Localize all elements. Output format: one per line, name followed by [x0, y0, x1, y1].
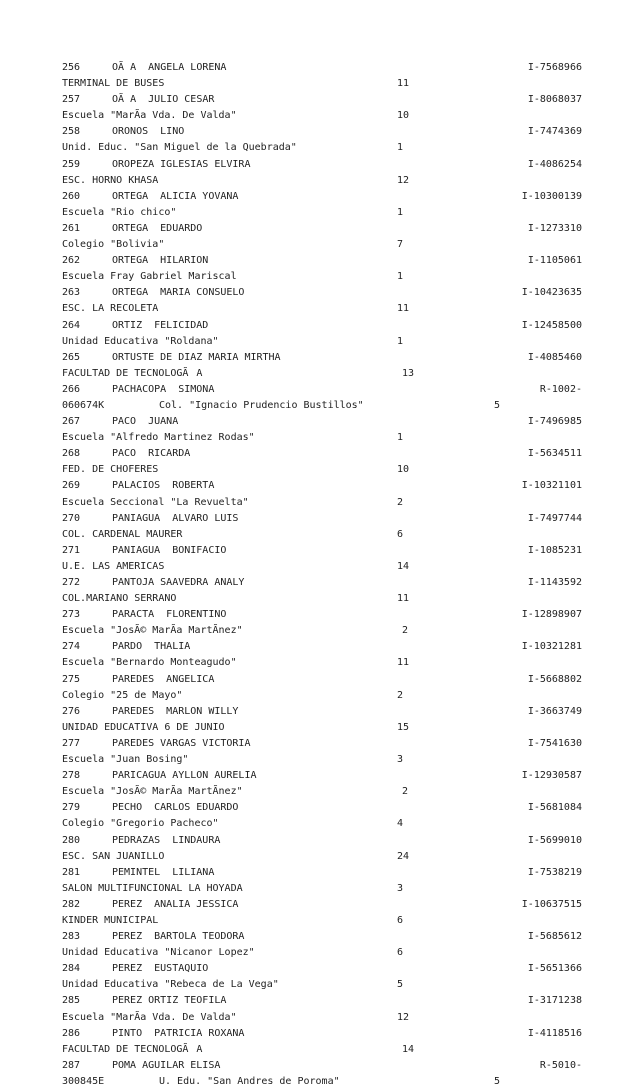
record-school: Escuela Fray Gabriel Mariscal: [62, 271, 237, 283]
record-school: ESC. SAN JUANILLO: [62, 850, 165, 862]
record-number: 275: [62, 673, 81, 685]
record-name: POMA AGUILAR ELISA: [112, 1059, 221, 1071]
record-count: 6: [397, 947, 404, 959]
record-detail-line: [62, 205, 582, 221]
record-name: ORTIZ FELICIDAD: [112, 319, 209, 331]
record-header-line: [62, 92, 582, 108]
record-number: 266: [62, 383, 81, 395]
record-school: Escuela Seccional "La Revuelta": [62, 496, 249, 508]
record-id: I-12898907: [521, 609, 582, 621]
record-detail-line: [62, 237, 582, 253]
record-name: OROPEZA IGLESIAS ELVIRA: [112, 158, 251, 170]
record-school: Colegio "Gregorio Pacheco": [62, 818, 219, 830]
record-header-line: [62, 768, 582, 784]
record-id: I-7568966: [527, 62, 582, 73]
record-number: 258: [62, 126, 81, 138]
record-detail-line: [62, 495, 582, 511]
record-count: 6: [397, 528, 404, 540]
record-detail-line: [62, 945, 582, 961]
record-header-line: [62, 60, 582, 76]
record-school: Escuela "Rio chico": [62, 206, 177, 218]
record-id: I-10300139: [521, 190, 582, 202]
record-school: Escuela "MarÃa Vda. De Valda": [62, 1011, 237, 1023]
record-detail-line: [62, 591, 582, 607]
record-header-line: [62, 253, 582, 269]
record-detail-line: [62, 977, 582, 993]
record-school: TERMINAL DE BUSES: [62, 78, 165, 90]
record-school: Escuela "Juan Bosing": [62, 754, 189, 766]
record-name: PEREZ BARTOLA TEODORA: [112, 931, 245, 943]
record-school: FACULTAD DE TECNOLOGÃA: [62, 367, 203, 379]
record-number: 260: [62, 190, 81, 202]
record-id: I-7497744: [527, 512, 582, 524]
record-detail-line: [62, 140, 582, 156]
record-list: [62, 60, 582, 1090]
record-school: ESC. LA RECOLETA: [62, 303, 159, 315]
record-id: I-5685612: [527, 931, 582, 943]
record-school: KINDER MUNICIPAL: [62, 914, 159, 926]
record-count: 5: [494, 399, 501, 411]
record-header-line: [62, 543, 582, 559]
record-header-line: [62, 672, 582, 688]
record-name: ORONOS LINO: [112, 126, 185, 138]
record-school: Col. "Ignacio Prudencio Bustillos": [159, 399, 364, 411]
record-name: OÃA JULIO CESAR: [112, 94, 215, 106]
record-id: I-10423635: [521, 287, 582, 299]
record-number: 259: [62, 158, 81, 170]
record-count: 11: [397, 657, 410, 669]
record-detail-line: [62, 623, 582, 639]
record-name: PARICAGUA AYLLON AURELIA: [112, 770, 257, 782]
record-count: 11: [397, 303, 410, 315]
record-count: 6: [397, 914, 404, 926]
record-detail-line: [62, 269, 582, 285]
record-number: 262: [62, 255, 81, 267]
record-number: 257: [62, 94, 81, 106]
record-school: Escuela "JosÃ© MarÃa MartÃnez": [62, 625, 243, 637]
record-id: I-7496985: [527, 416, 582, 428]
record-number: 264: [62, 319, 81, 331]
record-school: Unidad Educativa "Nicanor Lopez": [62, 947, 255, 959]
record-detail-line: [62, 1074, 582, 1090]
record-detail-line: [62, 559, 582, 575]
record-name: PANIAGUA BONIFACIO: [112, 544, 227, 556]
record-school: U.E. LAS AMERICAS: [62, 560, 165, 572]
record-school: Escuela "JosÃ© MarÃa MartÃnez": [62, 786, 243, 798]
record-id-continuation: 060674K: [62, 399, 105, 411]
record-number: 283: [62, 931, 81, 943]
record-header-line: [62, 929, 582, 945]
record-detail-line: [62, 76, 582, 92]
record-count: 12: [397, 1011, 410, 1023]
record-detail-line: [62, 430, 582, 446]
record-name: PINTO PATRICIA ROXANA: [112, 1027, 245, 1039]
record-school: Escuela "Bernardo Monteagudo": [62, 657, 237, 669]
record-header-line: [62, 897, 582, 913]
record-count: 11: [397, 593, 410, 605]
record-number: 287: [62, 1059, 81, 1071]
record-number: 281: [62, 866, 81, 878]
record-count: 13: [402, 367, 415, 379]
record-detail-line: [62, 720, 582, 736]
record-school: COL. CARDENAL MAURER: [62, 528, 183, 540]
record-school: Unidad Educativa "Rebeca de La Vega": [62, 979, 279, 991]
record-school: FED. DE CHOFERES: [62, 464, 159, 476]
record-header-line: [62, 382, 582, 398]
record-id: I-1085231: [527, 544, 582, 556]
record-detail-line: [62, 1010, 582, 1026]
record-count: 24: [397, 850, 410, 862]
record-id: I-3663749: [527, 705, 582, 717]
record-header-line: [62, 1058, 582, 1074]
record-count: 10: [397, 464, 410, 476]
record-header-line: [62, 124, 582, 140]
record-header-line: [62, 639, 582, 655]
record-number: 256: [62, 62, 81, 73]
record-name: PACO JUANA: [112, 416, 179, 428]
record-count: 12: [397, 174, 410, 186]
record-name: PECHO CARLOS EDUARDO: [112, 802, 239, 814]
record-name: OÃA ANGELA LORENA: [112, 62, 227, 73]
record-id: I-4085460: [527, 351, 582, 363]
record-detail-line: [62, 366, 582, 382]
record-number: 263: [62, 287, 81, 299]
record-detail-line: [62, 784, 582, 800]
record-header-line: [62, 157, 582, 173]
record-name: PAREDES MARLON WILLY: [112, 705, 239, 717]
record-detail-line: [62, 527, 582, 543]
record-school: SALON MULTIFUNCIONAL LA HOYADA: [62, 882, 243, 894]
record-number: 272: [62, 577, 81, 588]
record-header-line: [62, 1026, 582, 1042]
record-name: ORTEGA ALICIA YOVANA: [112, 190, 239, 202]
record-count: 2: [397, 689, 404, 701]
record-name: PEDRAZAS LINDAURA: [112, 834, 221, 846]
record-school: Colegio "25 de Mayo": [62, 689, 183, 701]
record-count: 14: [402, 1043, 415, 1055]
record-count: 4: [397, 818, 404, 830]
record-detail-line: [62, 752, 582, 768]
record-header-line: [62, 446, 582, 462]
record-school: COL.MARIANO SERRANO: [62, 593, 177, 605]
record-id: I-12458500: [521, 319, 582, 331]
record-number: 282: [62, 898, 81, 910]
record-count: 1: [397, 271, 404, 283]
record-number: 284: [62, 963, 81, 975]
record-id: I-7474369: [527, 126, 582, 138]
record-name: ORTUSTE DE DIAZ MARIA MIRTHA: [112, 351, 281, 363]
record-name: PANTOJA SAAVEDRA ANALY: [112, 577, 245, 588]
record-count: 10: [397, 110, 410, 122]
record-school: ESC. HORNO KHASA: [62, 174, 159, 186]
record-count: 15: [397, 721, 410, 733]
record-header-line: [62, 285, 582, 301]
record-detail-line: [62, 913, 582, 929]
record-detail-line: [62, 816, 582, 832]
record-id: I-8068037: [527, 94, 582, 106]
record-number: 274: [62, 641, 81, 653]
record-name: PARACTA FLORENTINO: [112, 609, 227, 621]
record-number: 276: [62, 705, 81, 717]
record-id: I-5651366: [527, 963, 582, 975]
record-name: PALACIOS ROBERTA: [112, 480, 215, 492]
record-id: I-5699010: [527, 834, 582, 846]
record-name: ORTEGA MARIA CONSUELO: [112, 287, 245, 299]
record-header-line: [62, 993, 582, 1009]
record-count: 1: [397, 432, 404, 444]
record-name: PAREDES VARGAS VICTORIA: [112, 737, 251, 749]
record-id: I-1143592: [527, 577, 582, 588]
record-count: 3: [397, 882, 404, 894]
record-number: 285: [62, 995, 81, 1007]
record-header-line: [62, 607, 582, 623]
record-count: 1: [397, 335, 404, 347]
record-id: I-1273310: [527, 222, 582, 234]
record-header-line: [62, 350, 582, 366]
record-id: I-7541630: [527, 737, 582, 749]
record-detail-line: [62, 108, 582, 124]
record-number: 286: [62, 1027, 81, 1039]
record-header-line: [62, 961, 582, 977]
record-detail-line: [62, 301, 582, 317]
record-number: 268: [62, 448, 81, 460]
record-number: 278: [62, 770, 81, 782]
record-header-line: [62, 189, 582, 205]
record-id: I-12930587: [521, 770, 582, 782]
record-count: 3: [397, 754, 404, 766]
record-id: R-5010-: [539, 1059, 582, 1071]
record-count: 5: [397, 979, 404, 991]
record-detail-line: [62, 881, 582, 897]
record-header-line: [62, 704, 582, 720]
record-id: I-10321281: [521, 641, 582, 653]
record-count: 2: [402, 625, 409, 637]
record-id: I-10637515: [521, 898, 582, 910]
record-count: 1: [397, 142, 404, 154]
record-name: PEREZ ANALIA JESSICA: [112, 898, 239, 910]
record-school: UNIDAD EDUCATIVA 6 DE JUNIO: [62, 721, 225, 733]
record-id: I-7538219: [527, 866, 582, 878]
record-id: I-10321101: [521, 480, 582, 492]
record-school: Unid. Educ. "San Miguel de la Quebrada": [62, 142, 297, 154]
record-header-line: [62, 575, 582, 591]
record-id: I-5668802: [527, 673, 582, 685]
record-detail-line: [62, 173, 582, 189]
record-detail-line: [62, 398, 582, 414]
record-id: I-4086254: [527, 158, 582, 170]
record-name: PEREZ ORTIZ TEOFILA: [112, 995, 227, 1007]
record-header-line: [62, 800, 582, 816]
record-number: 280: [62, 834, 81, 846]
record-id: I-1105061: [527, 255, 582, 267]
record-id: I-3171238: [527, 995, 582, 1007]
record-count: 2: [402, 786, 409, 798]
record-count: 1: [397, 206, 404, 218]
record-detail-line: [62, 462, 582, 478]
record-header-line: [62, 833, 582, 849]
record-number: 265: [62, 351, 81, 363]
record-detail-line: [62, 334, 582, 350]
record-school: Escuela "Alfredo Martinez Rodas": [62, 432, 255, 444]
record-school: FACULTAD DE TECNOLOGÃA: [62, 1043, 203, 1055]
record-id: I-5681084: [527, 802, 582, 814]
record-detail-line: [62, 655, 582, 671]
record-number: 269: [62, 480, 81, 492]
record-count: 14: [397, 560, 410, 572]
record-count: 2: [397, 496, 404, 508]
record-name: PEREZ EUSTAQUIO: [112, 963, 209, 975]
record-school: Unidad Educativa "Roldana": [62, 335, 219, 347]
record-number: 270: [62, 512, 81, 524]
record-name: PAREDES ANGELICA: [112, 673, 215, 685]
record-id: I-5634511: [527, 448, 582, 460]
record-name: ORTEGA EDUARDO: [112, 222, 203, 234]
record-header-line: [62, 221, 582, 237]
record-name: PACHACOPA SIMONA: [112, 383, 215, 395]
record-school: Escuela "MarÃa Vda. De Valda": [62, 110, 237, 122]
record-header-line: [62, 736, 582, 752]
record-name: PEMINTEL LILIANA: [112, 866, 215, 878]
record-header-line: [62, 414, 582, 430]
record-school: U. Edu. "San Andres de Poroma": [159, 1075, 340, 1087]
record-name: PARDO THALIA: [112, 641, 191, 653]
record-id-continuation: 300845E: [62, 1075, 105, 1087]
record-detail-line: [62, 1042, 582, 1058]
record-detail-line: [62, 688, 582, 704]
record-school: Colegio "Bolivia": [62, 239, 165, 251]
record-count: 5: [494, 1075, 501, 1087]
record-number: 279: [62, 802, 81, 814]
record-id: I-4118516: [527, 1027, 582, 1039]
record-header-line: [62, 865, 582, 881]
record-number: 267: [62, 416, 81, 428]
record-number: 261: [62, 222, 81, 234]
record-header-line: [62, 511, 582, 527]
record-number: 277: [62, 737, 81, 749]
record-header-line: [62, 318, 582, 334]
record-number: 273: [62, 609, 81, 621]
record-name: PANIAGUA ALVARO LUIS: [112, 512, 239, 524]
record-count: 11: [397, 78, 410, 90]
record-number: 271: [62, 544, 81, 556]
record-header-line: [62, 478, 582, 494]
record-count: 7: [397, 239, 404, 251]
record-detail-line: [62, 849, 582, 865]
record-name: PACO RICARDA: [112, 448, 191, 460]
record-id: R-1002-: [539, 383, 582, 395]
record-name: ORTEGA HILARION: [112, 255, 209, 267]
